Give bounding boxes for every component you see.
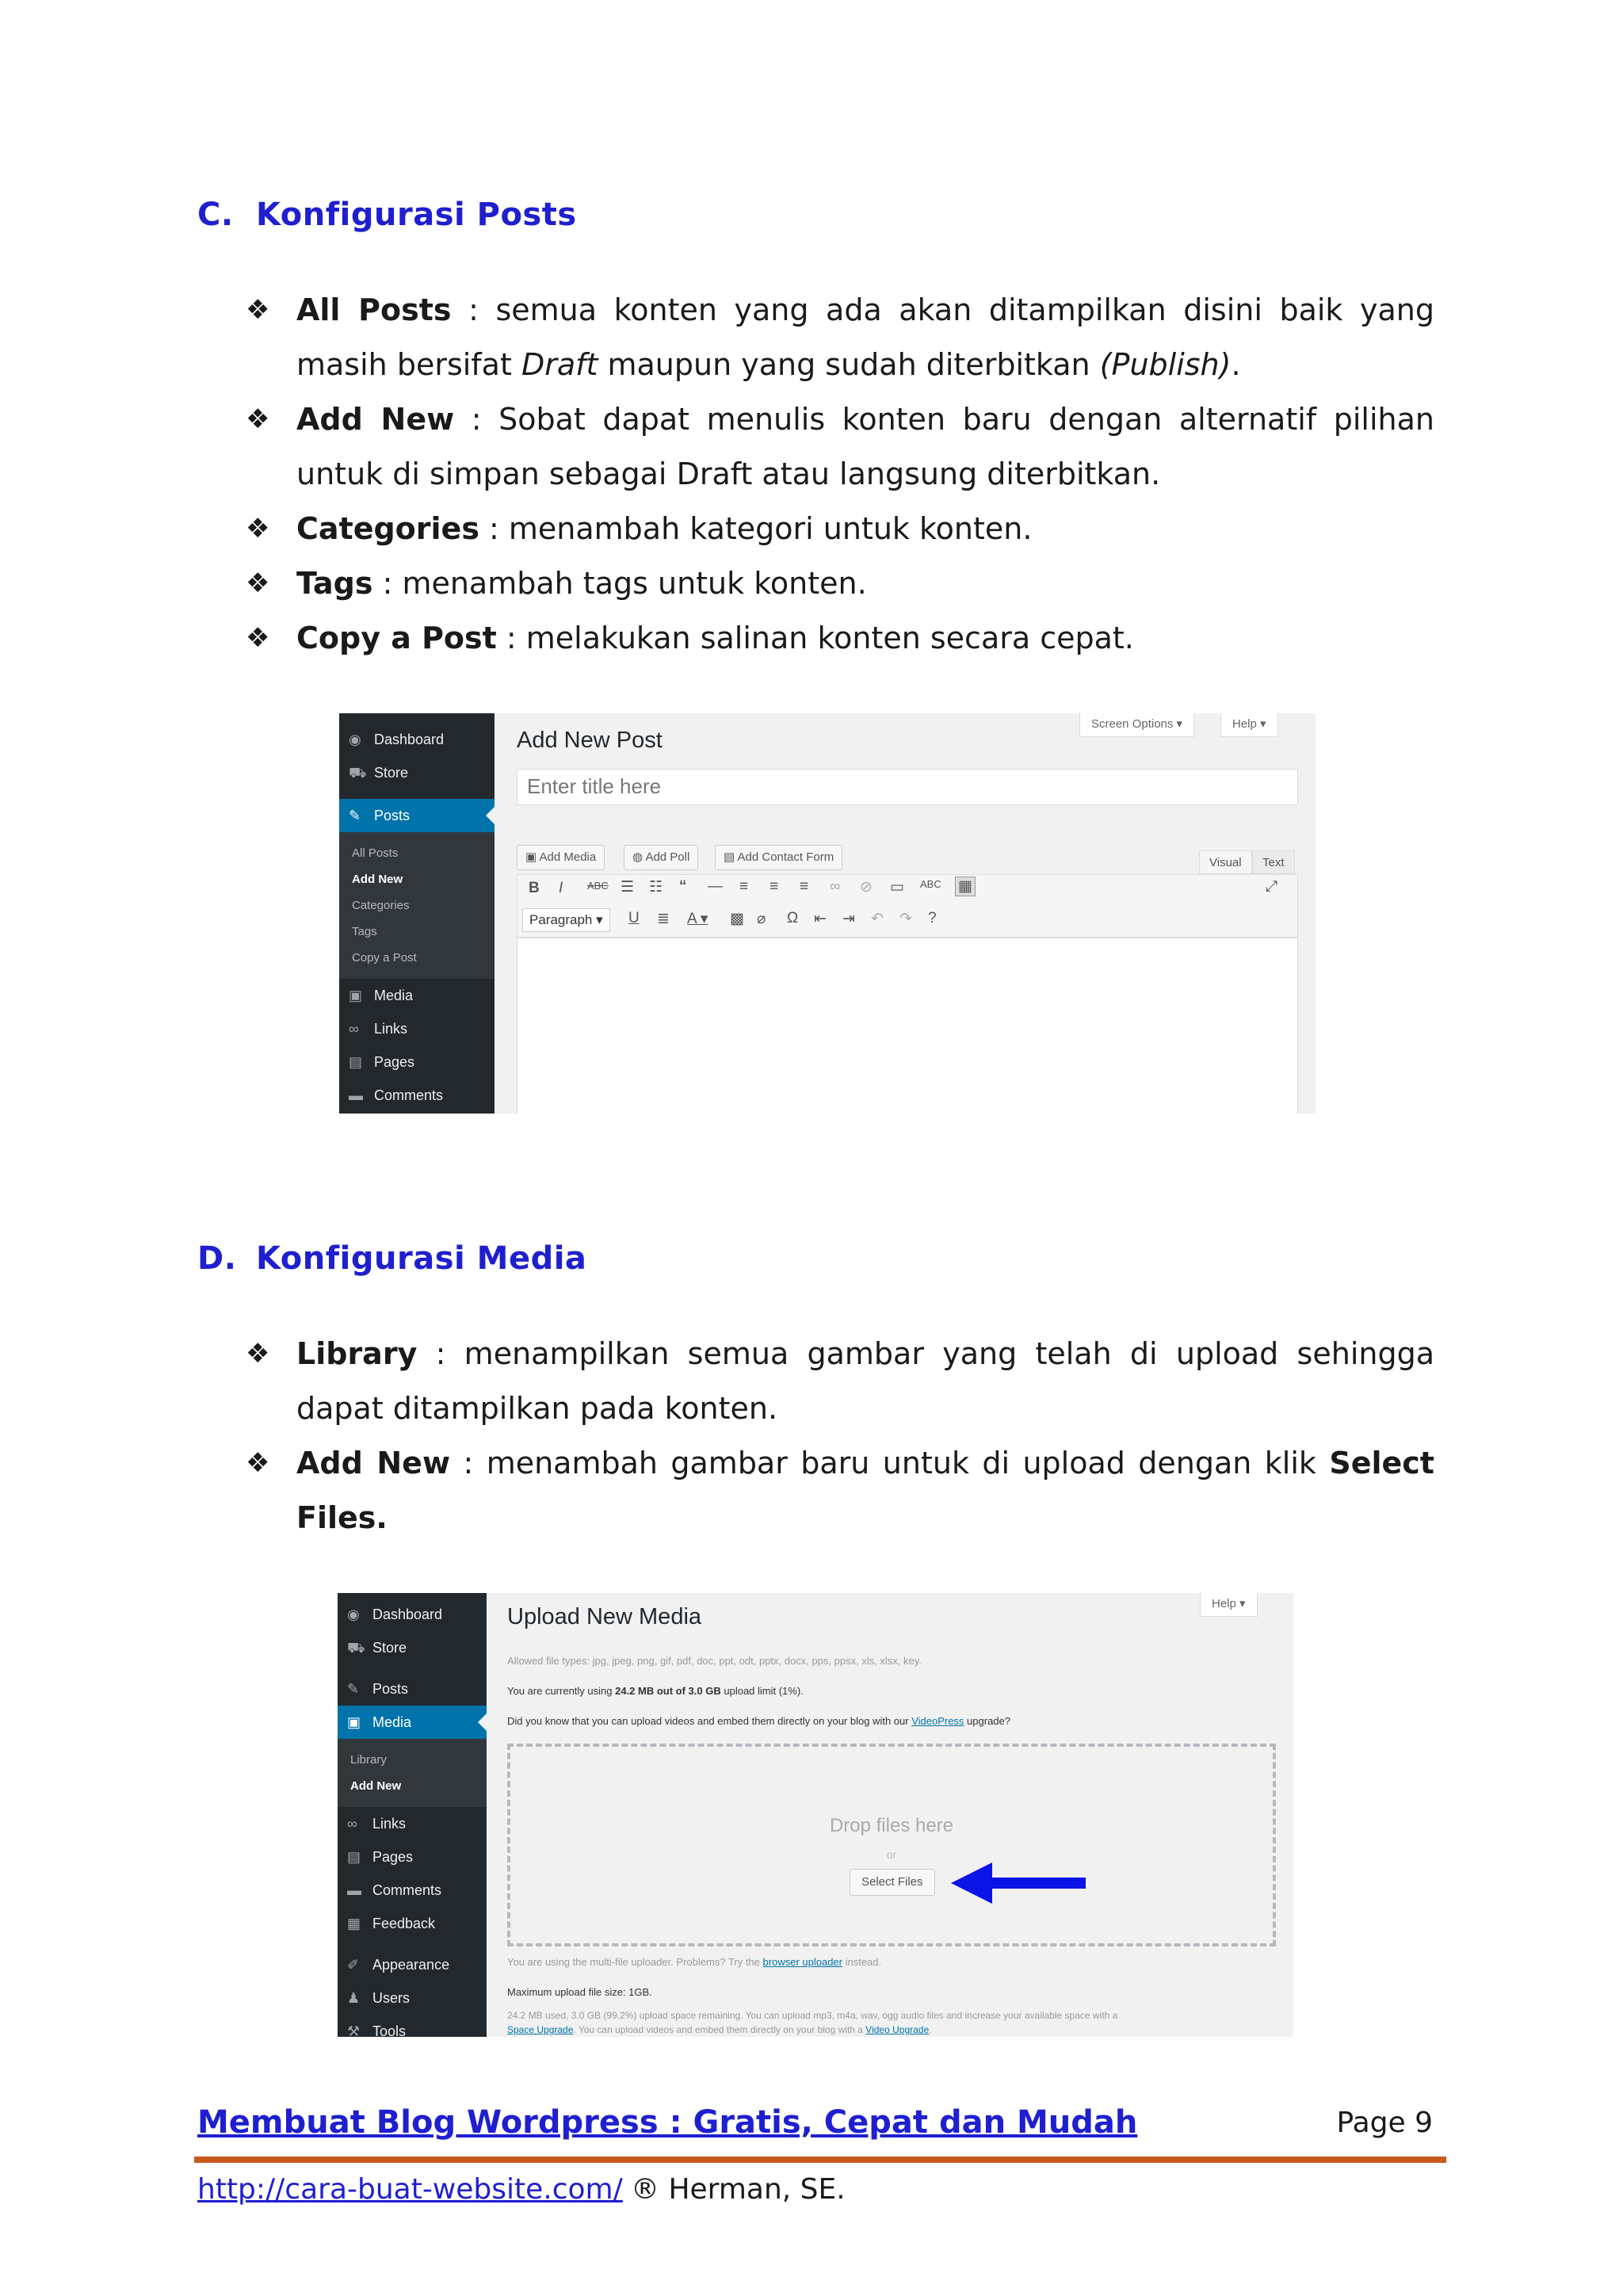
bullet-all-posts: [246, 283, 1434, 392]
bullet-text: .: [1231, 347, 1241, 382]
button-label: Add Contact Form: [737, 850, 834, 864]
undo-icon[interactable]: ↶: [871, 911, 884, 927]
bold-icon[interactable]: B: [529, 880, 540, 896]
bullet-add-new: [246, 392, 1434, 502]
underline-icon[interactable]: U: [628, 910, 640, 926]
bullet-term: Library: [296, 1336, 418, 1371]
bullet-media-add-new: [246, 1436, 1434, 1545]
menu-label: Dashboard: [372, 1606, 443, 1622]
allowed-file-types: Allowed file types: jpg, jpeg, png, gif, pdf, doc, ppt, odt, pptx, docx, pps, ppsx, xls, xlsx, key.: [507, 1655, 922, 1667]
usage-amount: 24.2 MB out of 3.0 GB: [615, 1685, 721, 1697]
dashboard-icon: ◉: [349, 732, 361, 747]
section-c-bullets: [246, 283, 1434, 666]
space-remaining-line2: [507, 2024, 931, 2035]
menu-appearance[interactable]: [338, 1948, 487, 1981]
menu-links[interactable]: [338, 1807, 487, 1840]
post-content-editor[interactable]: [517, 938, 1298, 1114]
media-icon: ▣: [349, 988, 363, 1003]
media-submenu: [338, 1739, 487, 1807]
menu-media[interactable]: [339, 979, 495, 1012]
footer-divider: [194, 2157, 1446, 2163]
bullet-diamond-icon: ❖: [246, 1338, 270, 1370]
bullet-library: [246, 1327, 1434, 1436]
drop-files-text: Drop files here: [829, 1815, 954, 1836]
align-left-icon[interactable]: ≡: [739, 878, 749, 895]
poll-icon: ◍: [632, 850, 646, 864]
bullet-bold: Select Files.: [296, 1446, 1434, 1535]
bullet-term: Categories: [296, 511, 479, 546]
redo-icon[interactable]: ↷: [899, 911, 912, 927]
usage-pre: You are currently using: [507, 1685, 616, 1697]
fullscreen-icon[interactable]: ⤢: [1266, 878, 1278, 895]
bullet-diamond-icon: ❖: [246, 294, 270, 326]
menu-label: Pages: [372, 1849, 414, 1865]
menu-posts[interactable]: [338, 1672, 487, 1706]
admin-sidebar: [338, 1593, 487, 2037]
arrow-shaft: [986, 1878, 1086, 1889]
menu-label: Tools: [372, 2023, 407, 2037]
paste-text-icon[interactable]: ▩: [730, 911, 744, 927]
video-upgrade-link[interactable]: Video Upgrade: [865, 2024, 930, 2035]
bullet-list-icon[interactable]: ☰: [621, 879, 635, 896]
italic-icon[interactable]: I: [559, 880, 563, 896]
button-label: Add Media: [539, 850, 597, 864]
upload-media-screenshot: [338, 1593, 1293, 2037]
note-text: . You can upload videos and embed them directly on your blog with a: [573, 2024, 866, 2035]
special-char-icon[interactable]: Ω: [787, 910, 799, 926]
comment-icon: ▬: [349, 1087, 363, 1103]
section-d-heading: [197, 1240, 586, 1277]
menu-posts[interactable]: [339, 799, 495, 832]
submenu-all-posts[interactable]: All Posts: [352, 846, 399, 860]
menu-label: Comments: [372, 1882, 442, 1898]
bullet-term: Tags: [296, 566, 373, 601]
bullet-categories: [246, 502, 1434, 556]
pointer-arrow-icon: [951, 1861, 1086, 1905]
menu-users[interactable]: [338, 1981, 487, 2015]
help-icon[interactable]: ?: [928, 910, 937, 926]
submenu-add-new[interactable]: Add New: [350, 1779, 402, 1793]
link-icon: ∞: [347, 1816, 357, 1832]
menu-label: Media: [372, 1714, 412, 1730]
link-icon[interactable]: ∞: [830, 878, 841, 895]
menu-comments[interactable]: [338, 1874, 487, 1907]
bullet-text: maupun yang sudah diterbitkan: [598, 347, 1100, 382]
footer-title-link[interactable]: Membuat Blog Wordpress : Gratis, Cepat dan Mudah: [197, 2104, 1138, 2141]
bullet-text: : menambah tags untuk konten.: [372, 566, 867, 601]
add-media-button[interactable]: [517, 845, 605, 870]
help-button[interactable]: Help ▾: [1200, 1593, 1258, 1617]
menu-label: Media: [374, 988, 414, 1003]
menu-label: Dashboard: [374, 732, 445, 747]
add-poll-button[interactable]: [624, 845, 698, 870]
media-icon: ▣: [525, 850, 540, 864]
select-files-button[interactable]: Select Files: [850, 1869, 935, 1896]
menu-pages[interactable]: [339, 1045, 495, 1079]
post-title-input[interactable]: Enter title here: [517, 769, 1298, 805]
space-remaining-line1: 24.2 MB used, 3.0 GB (99.2%) upload space remaining. You can upload mp3, m4a, wav, ogg audio files and increase your available space with a: [507, 2010, 1118, 2021]
bullet-diamond-icon: ❖: [246, 622, 270, 654]
menu-links[interactable]: [339, 1012, 495, 1045]
bullet-term: Copy a Post: [296, 621, 497, 655]
help-button[interactable]: Help ▾: [1220, 713, 1278, 737]
menu-label: Comments: [374, 1087, 444, 1103]
comment-icon: ▬: [347, 1882, 361, 1898]
pin-icon: ✎: [347, 1681, 360, 1697]
align-right-icon[interactable]: ≡: [800, 878, 809, 895]
menu-label: Links: [374, 1021, 408, 1037]
section-d-bullets: [246, 1327, 1434, 1545]
bullet-diamond-icon: ❖: [246, 567, 270, 599]
link-icon: ∞: [349, 1021, 359, 1037]
feedback-icon: ▦: [347, 1916, 361, 1931]
section-c-letter: C.: [197, 197, 234, 233]
arrow-head: [951, 1862, 992, 1904]
strikethrough-icon[interactable]: ABC: [587, 880, 609, 892]
bullet-term: All Posts: [296, 292, 452, 327]
note-text: instead.: [842, 1956, 882, 1968]
bullet-diamond-icon: ❖: [246, 1447, 270, 1479]
menu-label: Store: [374, 765, 409, 781]
menu-media[interactable]: [338, 1706, 487, 1739]
videopress-link[interactable]: VideoPress: [911, 1715, 964, 1727]
menu-label: Store: [372, 1640, 407, 1656]
menu-label: Posts: [372, 1681, 409, 1697]
page-title: Upload New Media: [507, 1604, 702, 1629]
bullet-term: Add New: [296, 402, 455, 437]
tab-visual[interactable]: Visual: [1199, 850, 1252, 874]
menu-comments[interactable]: [339, 1079, 495, 1112]
menu-label: Appearance: [372, 1957, 450, 1973]
section-d-letter: D.: [197, 1240, 237, 1277]
form-icon: ▤: [724, 850, 738, 864]
notice-text: Did you know that you can upload videos and embed them directly on your blog with our: [507, 1715, 912, 1727]
add-contact-form-button[interactable]: [715, 845, 842, 870]
max-upload-size: Maximum upload file size: 1GB.: [507, 1986, 652, 1998]
bullet-italic: Draft: [521, 347, 598, 382]
menu-store[interactable]: [338, 1631, 487, 1664]
user-icon: ♟: [347, 1990, 361, 2006]
screen-options-button[interactable]: Screen Options ▾: [1079, 713, 1194, 737]
section-c-title: Konfigurasi Posts: [256, 197, 577, 233]
menu-label: Links: [372, 1816, 407, 1832]
bullet-text: : menambah gambar baru untuk di upload dengan klik: [450, 1446, 1330, 1480]
more-tag-icon[interactable]: ▭: [890, 879, 904, 896]
note-text: .: [929, 2024, 932, 2035]
media-icon: ▣: [347, 1714, 361, 1730]
pages-icon: ▤: [347, 1849, 361, 1865]
drop-zone[interactable]: [507, 1744, 1276, 1946]
outdent-icon[interactable]: ⇤: [814, 911, 827, 927]
menu-feedback[interactable]: [338, 1907, 487, 1940]
menu-label: Users: [372, 1990, 411, 2006]
indent-icon[interactable]: ⇥: [842, 911, 855, 927]
submenu-add-new[interactable]: Add New: [352, 873, 403, 886]
footer-owner: ® Herman, SE.: [631, 2173, 846, 2206]
text-color-icon[interactable]: A ▾: [687, 911, 708, 927]
bullet-diamond-icon: ❖: [246, 513, 270, 544]
menu-label: Posts: [374, 808, 411, 823]
bullet-term: Add New: [296, 1446, 451, 1480]
menu-pages[interactable]: [338, 1840, 487, 1874]
blockquote-icon[interactable]: “: [679, 878, 687, 895]
page-number: Page 9: [1336, 2107, 1433, 2139]
submenu-categories[interactable]: Categories: [352, 899, 410, 912]
brush-icon: ✐: [347, 1957, 360, 1973]
footer-url-link[interactable]: http://cara-buat-website.com/: [197, 2173, 623, 2206]
menu-dashboard[interactable]: [338, 1598, 487, 1631]
numbered-list-icon[interactable]: ☷: [649, 879, 663, 896]
bullet-text: : Sobat dapat menulis konten baru dengan alternatif pilihan untuk di simpan sebagai Draft atau langsung diterbitkan.: [296, 402, 1434, 491]
bullet-text: : menampilkan semua gambar yang telah di upload sehingga dapat ditampilkan pada konten.: [296, 1336, 1434, 1426]
space-upgrade-link[interactable]: Space Upgrade: [507, 2024, 574, 2035]
menu-label: Feedback: [372, 1916, 436, 1931]
add-new-post-screenshot: [339, 713, 1316, 1114]
clear-format-icon[interactable]: ⌀: [757, 911, 766, 927]
section-d-title: Konfigurasi Media: [256, 1240, 587, 1277]
multi-uploader-note: [507, 1956, 881, 1968]
usage-post: upload limit (1%).: [720, 1685, 804, 1697]
videopress-notice: [507, 1715, 1010, 1727]
justify-icon[interactable]: ≣: [657, 911, 670, 927]
submenu-library[interactable]: Library: [350, 1753, 387, 1767]
posts-submenu: [339, 832, 495, 979]
wrench-icon: ⚒: [347, 2023, 361, 2037]
bullet-text: : menambah kategori untuk konten.: [479, 511, 1033, 546]
spellcheck-icon[interactable]: ABC: [920, 878, 941, 890]
admin-sidebar: [339, 713, 495, 1114]
bullet-text: : semua konten yang ada akan ditampilkan disini baik yang masih bersifat: [296, 292, 1434, 382]
menu-store[interactable]: [339, 756, 495, 789]
menu-tools[interactable]: [338, 2015, 487, 2037]
notice-text: upgrade?: [964, 1715, 1010, 1727]
or-text: or: [886, 1848, 897, 1861]
usage-text: [507, 1685, 804, 1697]
menu-dashboard[interactable]: [339, 723, 495, 756]
section-c-heading: [197, 197, 577, 233]
toolbar-toggle-icon[interactable]: ▦: [955, 877, 976, 896]
bullet-copy-post: [246, 611, 1434, 666]
editor-toolbar: [517, 874, 1298, 938]
cart-icon: ⛟: [349, 765, 367, 781]
cart-icon: ⛟: [347, 1640, 365, 1656]
menu-label: Pages: [374, 1054, 415, 1070]
submenu-tags[interactable]: Tags: [352, 925, 377, 938]
bullet-text: : melakukan salinan konten secara cepat.: [496, 621, 1134, 655]
bullet-diamond-icon: ❖: [246, 403, 270, 435]
browser-uploader-link[interactable]: browser uploader: [762, 1956, 842, 1968]
pages-icon: ▤: [349, 1054, 363, 1070]
paragraph-select[interactable]: Paragraph ▾: [522, 908, 610, 932]
submenu-copy-post[interactable]: Copy a Post: [352, 951, 417, 965]
bullet-italic: (Publish): [1099, 347, 1232, 382]
unlink-icon[interactable]: ⊘: [860, 879, 873, 896]
tab-text[interactable]: Text: [1252, 850, 1295, 874]
pin-icon: ✎: [349, 808, 361, 823]
note-text: You are using the multi-file uploader. Problems? Try the: [507, 1956, 763, 1968]
dashboard-icon: ◉: [347, 1606, 360, 1622]
button-label: Add Poll: [645, 850, 690, 864]
bullet-tags: [246, 556, 1434, 611]
hr-icon[interactable]: —: [708, 878, 723, 895]
align-center-icon[interactable]: ≡: [769, 878, 779, 895]
page-title: Add New Post: [517, 728, 663, 753]
